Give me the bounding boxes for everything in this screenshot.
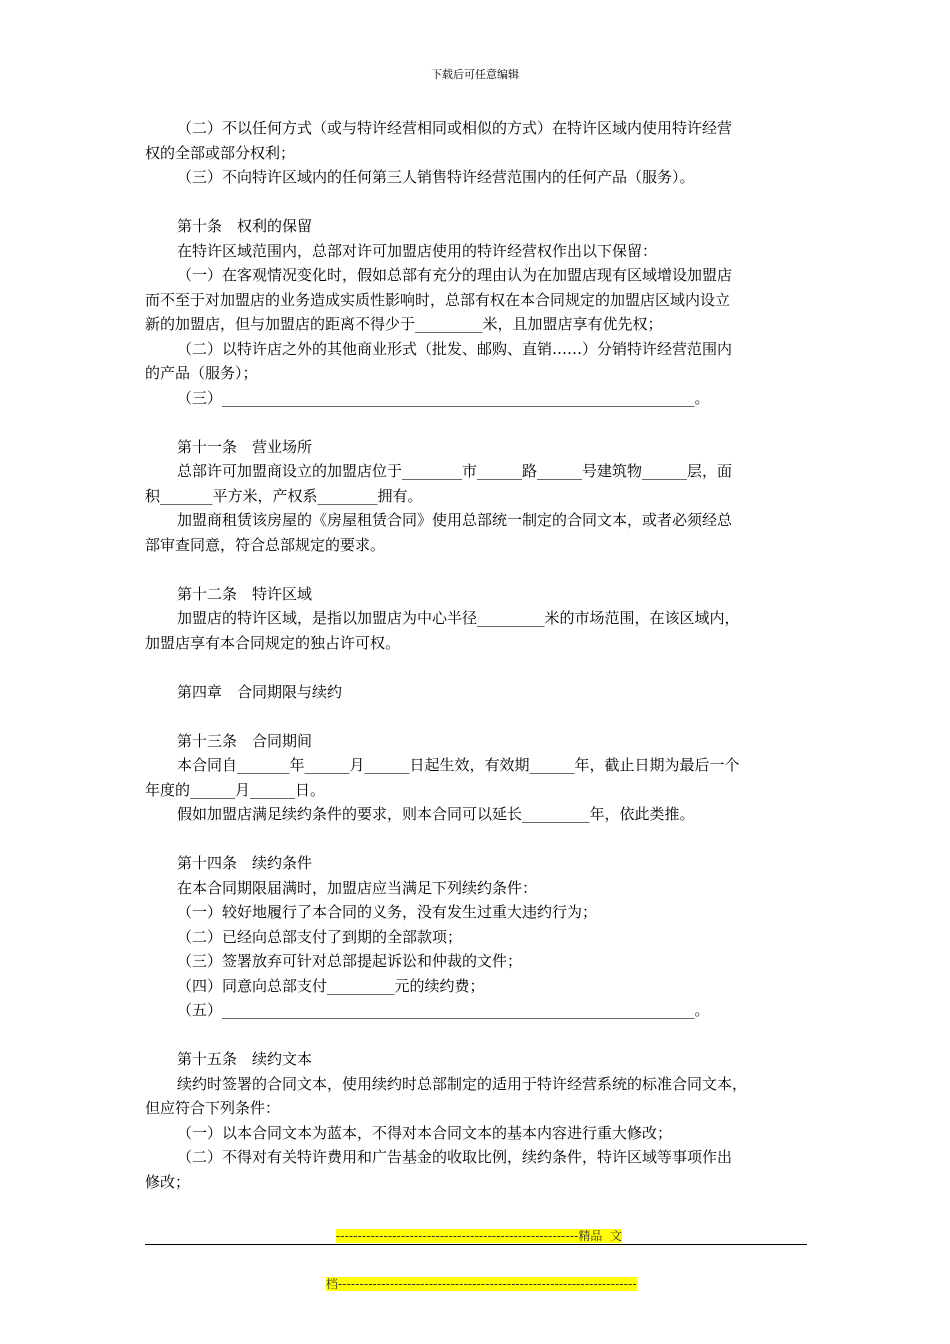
text-line: 第四章 合同期限与续约 (177, 682, 343, 701)
footer (145, 1212, 807, 1308)
text-line: 部审查同意，符合总部规定的要求。 (145, 535, 386, 554)
text-line: 新的加盟店，但与加盟店的距离不得少于_________米，且加盟店享有优先权； (145, 315, 663, 333)
text-line: 第十条 权利的保留 (177, 217, 313, 235)
text-line: （三）_______________________________________________________________。 (177, 388, 710, 407)
blank-line (145, 704, 807, 729)
text-line: 修改； (145, 1172, 191, 1191)
text-line: 在本合同期限届满时，加盟店应当满足下列续约条件： (177, 878, 538, 897)
text-line: （四）同意向总部支付_________元的续约费； (177, 976, 485, 995)
text-line: （二）不得对有关特许费用和广告基金的收取比例，续约条件，特许区域等事项作出 (177, 1148, 733, 1166)
text-line: 加盟店享有本合同规定的独占许可权。 (145, 633, 401, 652)
text-line: 年度的______月______日。 (145, 780, 326, 799)
text-line: （一）在客观情况变化时，假如总部有充分的理由认为在加盟店现有区域增设加盟店 (177, 266, 733, 284)
blank-line (145, 190, 807, 215)
blank-line (145, 410, 807, 435)
text-line: 第十三条 合同期间 (177, 731, 313, 750)
text-line: 在特许区域范围内，总部对许可加盟店使用的特许经营权作出以下保留： (177, 241, 658, 260)
blank-line (145, 655, 807, 680)
text-line: 加盟商租赁该房屋的《房屋租赁合同》使用总部统一制定的合同文本，或者必须经总 (177, 511, 733, 529)
blank-line (145, 1023, 807, 1048)
text-line: 续约时签署的合同文本，使用续约时总部制定的适用于特许经营系统的标准合同文本， (177, 1074, 748, 1093)
blank-line (145, 557, 807, 582)
footer-rule (145, 1244, 807, 1245)
text-line: 但应符合下列条件： (145, 1099, 281, 1117)
header-note: 下载后可任意编辑 (431, 68, 519, 81)
document-body (145, 116, 807, 1194)
footer-watermark-line1: --------------------------------------------------------精品 文 (335, 1229, 623, 1243)
text-line: （一）以本合同文本为蓝本，不得对本合同文本的基本内容进行重大修改； (177, 1123, 673, 1142)
text-line: 加盟店的特许区域，是指以加盟店为中心半径_________米的市场范围，在该区域内， (177, 609, 740, 627)
text-line: （二）以特许店之外的其他商业形式（批发、邮购、直销……）分销特许经营范围内 (177, 339, 733, 358)
text-line: 本合同自_______年______月______日起生效，有效期______年，截止日期为最后一个 (177, 756, 740, 774)
text-line: 总部许可加盟商设立的加盟店位于________市______路______号建筑物______层，面 (177, 462, 733, 480)
text-line: （三）签署放弃可针对总部提起诉讼和仲裁的文件； (177, 952, 523, 970)
text-line: 的产品（服务）； (145, 364, 258, 382)
text-line: 第十四条 续约条件 (177, 854, 313, 872)
text-line: （二）已经向总部支付了到期的全部款项； (177, 927, 463, 946)
text-line: 第十一条 营业场所 (177, 437, 313, 456)
text-line: 第十二条 特许区域 (177, 584, 313, 603)
text-line: （五）_______________________________________________________________。 (177, 1001, 710, 1019)
text-line: 积_______平方米，产权系________拥有。 (145, 486, 423, 505)
text-line: （一）较好地履行了本合同的义务，没有发生过重大违约行为； (177, 903, 598, 921)
text-line: 假如加盟店满足续约条件的要求，则本合同可以延长_________年，依此类推。 (177, 805, 695, 823)
blank-line (145, 827, 807, 852)
footer-watermark-line2: 档--------------------------------------------------------------------- (325, 1277, 637, 1291)
text-line: （二）不以任何方式（或与特许经营相同或相似的方式）在特许区域内使用特许经营 (177, 119, 733, 137)
text-line: 权的全部或部分权利； (145, 143, 296, 162)
text-line: 第十五条 续约文本 (177, 1050, 313, 1068)
text-line: 而不至于对加盟店的业务造成实质性影响时，总部有权在本合同规定的加盟店区域内设立 (145, 290, 731, 309)
text-line: （三）不向特许区域内的任何第三人销售特许经营范围内的任何产品（服务）。 (177, 168, 695, 186)
